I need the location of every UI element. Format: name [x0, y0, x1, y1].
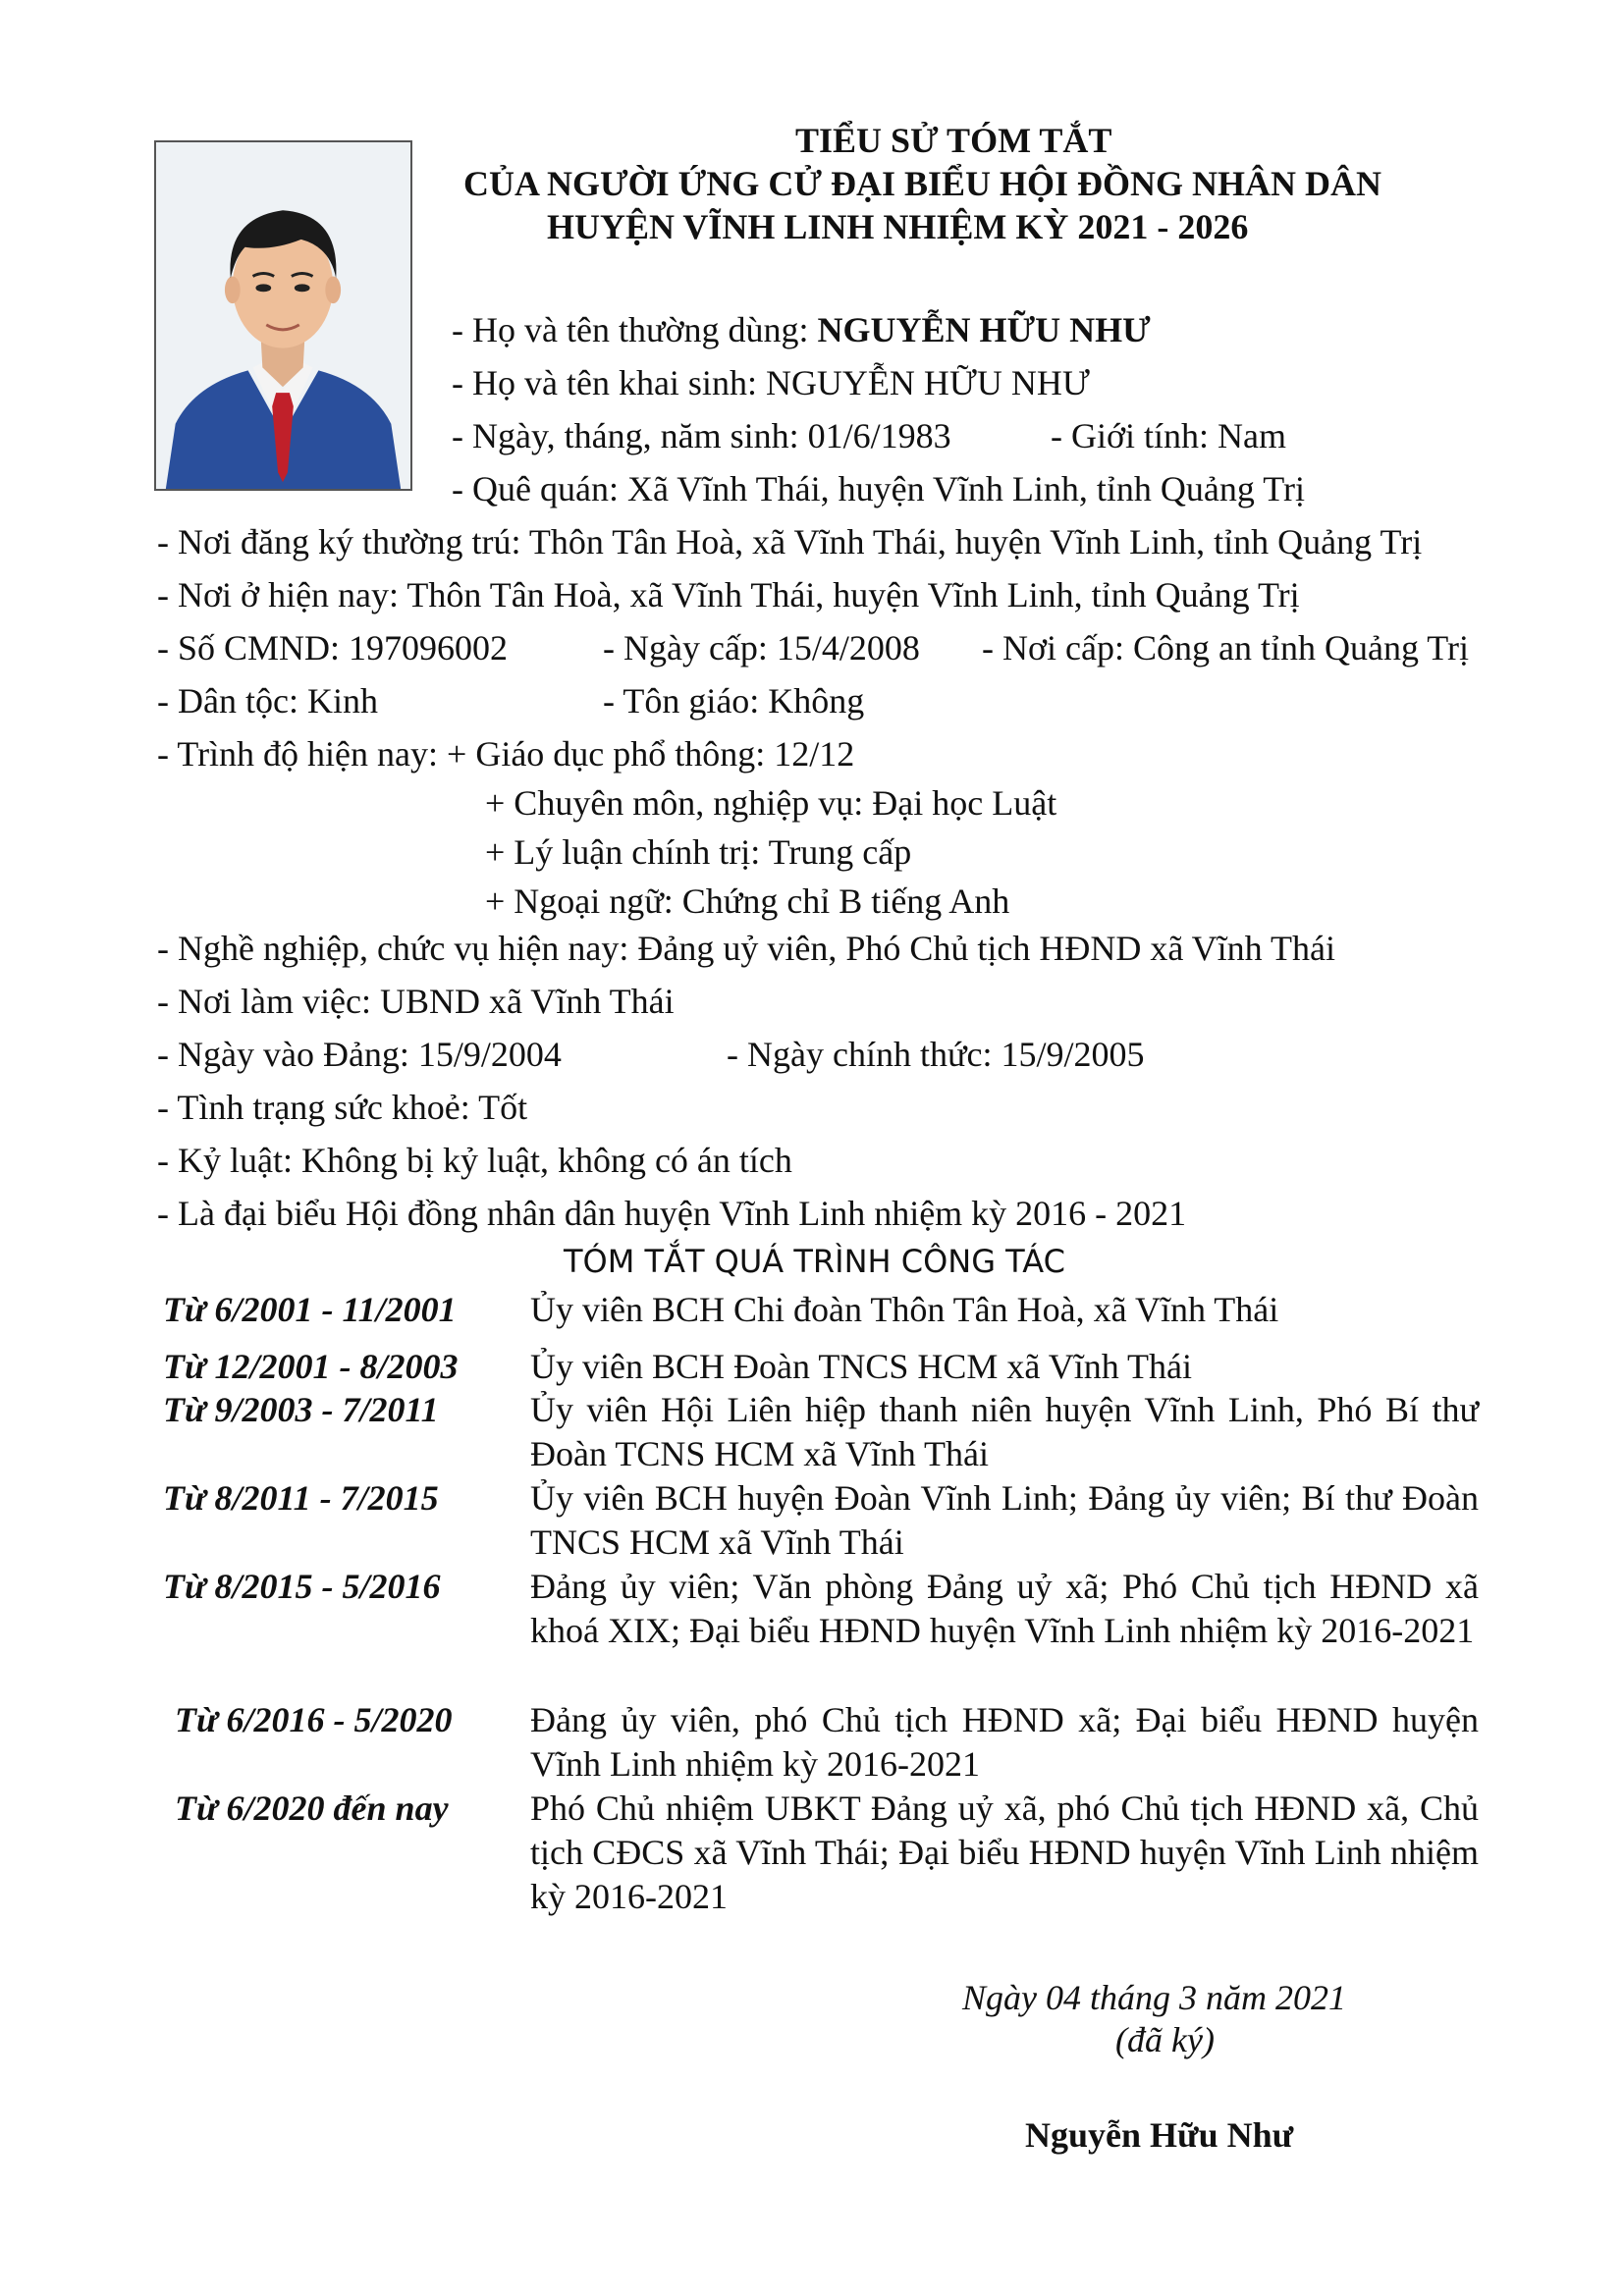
work-description: Ủy viên Hội Liên hiệp thanh niên huyện Vĩnh Linh, Phó Bí thư Đoàn TCNS HCM xã Vĩnh Thái [530, 1390, 1479, 1473]
work-period: Từ 8/2011 - 7/2015 [163, 1478, 439, 1518]
signature-status: (đã ký) [1115, 2020, 1215, 2059]
party-official-date: - Ngày chính thức: 15/9/2005 [727, 1035, 1145, 1074]
discipline-status: - Kỷ luật: Không bị kỷ luật, không có án tích [157, 1141, 792, 1180]
work-period: Từ 9/2003 - 7/2011 [163, 1390, 439, 1429]
work-description: Đảng ủy viên, phó Chủ tịch HĐND xã; Đại biểu HĐND huyện Vĩnh Linh nhiệm kỳ 2016-2021 [530, 1700, 1479, 1784]
occupation: - Nghề nghiệp, chức vụ hiện nay: Đảng uỷ viên, Phó Chủ tịch HĐND xã Vĩnh Thái [157, 929, 1335, 968]
work-period: Từ 8/2015 - 5/2016 [163, 1567, 441, 1606]
health-status: - Tình trạng sức khoẻ: Tốt [157, 1088, 528, 1127]
work-period: Từ 6/2020 đến nay [175, 1789, 449, 1828]
permanent-residence: - Nơi đăng ký thường trú: Thôn Tân Hoà, xã Vĩnh Thái, huyện Vĩnh Linh, tỉnh Quảng Trị [157, 522, 1423, 561]
work-description: Ủy viên BCH Chi đoàn Thôn Tân Hoà, xã Vĩnh Thái [530, 1290, 1279, 1329]
work-period: Từ 12/2001 - 8/2003 [163, 1347, 459, 1386]
education-politics: + Lý luận chính trị: Trung cấp [485, 832, 912, 872]
id-number: - Số CMND: 197096002 [157, 628, 509, 667]
portrait-photo [154, 140, 412, 491]
party-join-date: - Ngày vào Đảng: 15/9/2004 [157, 1035, 562, 1074]
ethnicity: - Dân tộc: Kinh [157, 681, 378, 721]
education-language: + Ngoại ngữ: Chứng chỉ B tiếng Anh [485, 881, 1010, 921]
work-description: Ủy viên BCH Đoàn TNCS HCM xã Vĩnh Thái [530, 1347, 1193, 1386]
birth-name: - Họ và tên khai sinh: NGUYỄN HỮU NHƯ [452, 363, 1090, 402]
work-description: Ủy viên BCH huyện Đoàn Vĩnh Linh; Đảng ủy viên; Bí thư Đoàn TNCS HCM xã Vĩnh Thái [530, 1478, 1479, 1562]
common-name-value: NGUYỄN HỮU NHƯ [817, 310, 1151, 349]
prior-delegate: - Là đại biểu Hội đồng nhân dân huyện Vĩnh Linh nhiệm kỳ 2016 - 2021 [157, 1194, 1187, 1233]
id-issue-date: - Ngày cấp: 15/4/2008 [603, 628, 920, 667]
common-name-label: - Họ và tên thường dùng: [452, 310, 818, 349]
workplace: - Nơi làm việc: UBND xã Vĩnh Thái [157, 982, 675, 1021]
signature-date: Ngày 04 tháng 3 năm 2021 [962, 1978, 1346, 2017]
work-period: Từ 6/2016 - 5/2020 [175, 1700, 453, 1739]
work-description: Đảng ủy viên; Văn phòng Đảng uỷ xã; Phó Chủ tịch HĐND xã khoá XIX; Đại biểu HĐND huyện Vĩnh Linh nhiệm kỳ 2016-2021 [530, 1567, 1479, 1650]
education-major: + Chuyên môn, nghiệp vụ: Đại học Luật [485, 783, 1057, 823]
hometown: - Quê quán: Xã Vĩnh Thái, huyện Vĩnh Linh, tỉnh Quảng Trị [452, 469, 1305, 508]
id-issue-place: - Nơi cấp: Công an tỉnh Quảng Trị [982, 628, 1470, 667]
document-term: HUYỆN VĨNH LINH NHIỆM KỲ 2021 - 2026 [547, 207, 1249, 246]
religion: - Tôn giáo: Không [603, 681, 865, 721]
date-of-birth: - Ngày, tháng, năm sinh: 01/6/1983 [452, 416, 951, 455]
common-name-line [452, 310, 1151, 349]
portrait-icon [156, 142, 410, 489]
gender: - Giới tính: Nam [1051, 416, 1287, 455]
work-history-title: TÓM TẮT QUÁ TRÌNH CÔNG TÁC [564, 1243, 1065, 1280]
signatory-name: Nguyễn Hữu Như [1025, 2115, 1294, 2155]
current-residence: - Nơi ở hiện nay: Thôn Tân Hoà, xã Vĩnh Thái, huyện Vĩnh Linh, tỉnh Quảng Trị [157, 575, 1300, 614]
work-description: Phó Chủ nhiệm UBKT Đảng uỷ xã, phó Chủ tịch HĐND xã, Chủ tịch CĐCS xã Vĩnh Thái; Đại biểu HĐND huyện Vĩnh Linh nhiệm kỳ 2016-2021 [530, 1789, 1479, 1916]
document-title: TIỂU SỬ TÓM TẮT [795, 121, 1112, 160]
document-subtitle: CỦA NGƯỜI ỨNG CỬ ĐẠI BIỂU HỘI ĐỒNG NHÂN DÂN [463, 164, 1382, 203]
work-period: Từ 6/2001 - 11/2001 [163, 1290, 457, 1329]
education-general: - Trình độ hiện nay: + Giáo dục phổ thông: 12/12 [157, 734, 855, 774]
